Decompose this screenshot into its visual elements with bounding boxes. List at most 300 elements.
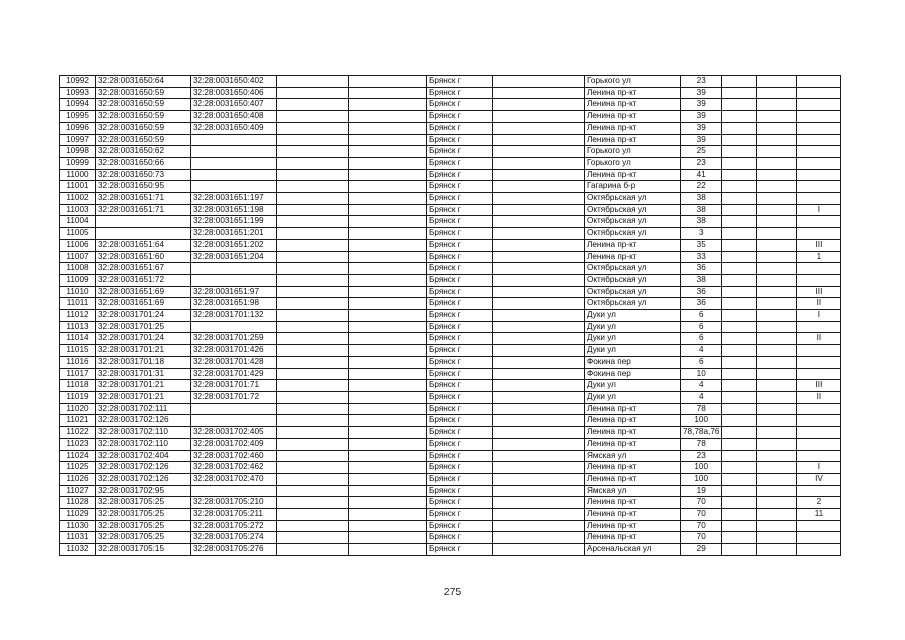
table-cell bbox=[757, 228, 797, 240]
table-cell bbox=[277, 251, 349, 263]
table-cell: 32:28:0031650:62 bbox=[96, 146, 191, 158]
registry-table bbox=[59, 75, 841, 556]
table-row bbox=[60, 333, 841, 345]
table-cell bbox=[349, 333, 427, 345]
table-cell bbox=[349, 99, 427, 111]
table-cell bbox=[349, 391, 427, 403]
table-cell: Брянск г bbox=[427, 169, 493, 181]
table-cell: 32:28:0031651:60 bbox=[96, 251, 191, 263]
table-cell bbox=[277, 473, 349, 485]
table-cell: 32:28:0031705:210 bbox=[191, 497, 277, 509]
table-cell: 39 bbox=[681, 111, 722, 123]
table-cell: 32:28:0031705:25 bbox=[96, 509, 191, 521]
table-cell bbox=[722, 497, 757, 509]
table-cell: Октябрьская ул bbox=[585, 193, 681, 205]
table-cell bbox=[797, 427, 841, 439]
table-cell bbox=[277, 368, 349, 380]
table-cell: 35 bbox=[681, 239, 722, 251]
table-cell bbox=[493, 532, 585, 544]
table-cell: 19 bbox=[681, 485, 722, 497]
table-cell: 1 bbox=[797, 251, 841, 263]
table-cell bbox=[493, 76, 585, 88]
table-cell: Октябрьская ул bbox=[585, 274, 681, 286]
table-cell bbox=[493, 333, 585, 345]
table-cell: Брянск г bbox=[427, 473, 493, 485]
table-cell: 32:28:0031650:73 bbox=[96, 169, 191, 181]
table-row bbox=[60, 157, 841, 169]
table-cell bbox=[757, 76, 797, 88]
table-cell: 11013 bbox=[60, 321, 96, 333]
table-cell: 32:28:0031650:59 bbox=[96, 122, 191, 134]
table-cell: 11002 bbox=[60, 193, 96, 205]
table-cell bbox=[493, 450, 585, 462]
table-cell bbox=[493, 204, 585, 216]
table-cell: 11017 bbox=[60, 368, 96, 380]
table-cell: Ленина пр-кт bbox=[585, 239, 681, 251]
table-row bbox=[60, 122, 841, 134]
table-row bbox=[60, 228, 841, 240]
table-cell: 11011 bbox=[60, 298, 96, 310]
table-row bbox=[60, 239, 841, 251]
table-cell: II bbox=[797, 298, 841, 310]
table-cell bbox=[722, 263, 757, 275]
table-cell: 10992 bbox=[60, 76, 96, 88]
table-cell bbox=[493, 473, 585, 485]
table-cell: 78 bbox=[681, 438, 722, 450]
table-cell bbox=[757, 310, 797, 322]
table-cell bbox=[722, 438, 757, 450]
table-cell bbox=[797, 216, 841, 228]
table-cell bbox=[96, 228, 191, 240]
table-cell: Дуки ул bbox=[585, 380, 681, 392]
table-cell: 3 bbox=[681, 228, 722, 240]
table-cell bbox=[757, 544, 797, 556]
table-cell: Ленина пр-кт bbox=[585, 111, 681, 123]
table-row bbox=[60, 216, 841, 228]
table-cell bbox=[277, 485, 349, 497]
table-cell: 11029 bbox=[60, 509, 96, 521]
table-row bbox=[60, 438, 841, 450]
table-cell: Октябрьская ул bbox=[585, 216, 681, 228]
table-cell bbox=[493, 298, 585, 310]
table-cell bbox=[757, 122, 797, 134]
table-row bbox=[60, 345, 841, 357]
table-cell: 32:28:0031705:25 bbox=[96, 520, 191, 532]
table-cell bbox=[349, 532, 427, 544]
table-cell bbox=[277, 76, 349, 88]
table-cell bbox=[349, 216, 427, 228]
table-cell bbox=[797, 134, 841, 146]
table-cell: 100 bbox=[681, 415, 722, 427]
table-cell: Ленина пр-кт bbox=[585, 415, 681, 427]
table-cell bbox=[722, 356, 757, 368]
table-cell bbox=[722, 169, 757, 181]
table-cell: 32:28:0031701:429 bbox=[191, 368, 277, 380]
table-cell: 10993 bbox=[60, 87, 96, 99]
table-cell: Брянск г bbox=[427, 520, 493, 532]
table-cell: Ленина пр-кт bbox=[585, 520, 681, 532]
table-cell: 36 bbox=[681, 286, 722, 298]
table-cell bbox=[191, 274, 277, 286]
table-row bbox=[60, 450, 841, 462]
table-cell bbox=[349, 193, 427, 205]
table-cell bbox=[757, 286, 797, 298]
table-cell: 11000 bbox=[60, 169, 96, 181]
table-cell: 32:28:0031705:25 bbox=[96, 497, 191, 509]
table-row bbox=[60, 427, 841, 439]
table-cell bbox=[277, 509, 349, 521]
table-cell: 78 bbox=[681, 403, 722, 415]
table-cell bbox=[797, 544, 841, 556]
table-cell bbox=[722, 134, 757, 146]
table-cell bbox=[722, 298, 757, 310]
table-cell: 70 bbox=[681, 532, 722, 544]
table-cell: Брянск г bbox=[427, 239, 493, 251]
table-cell: Дуки ул bbox=[585, 391, 681, 403]
table-cell: Брянск г bbox=[427, 286, 493, 298]
table-row bbox=[60, 509, 841, 521]
table-cell: 10997 bbox=[60, 134, 96, 146]
table-cell: Ленина пр-кт bbox=[585, 99, 681, 111]
table-cell bbox=[277, 157, 349, 169]
table-cell: 32:28:0031701:259 bbox=[191, 333, 277, 345]
table-cell bbox=[757, 520, 797, 532]
table-cell: Брянск г bbox=[427, 204, 493, 216]
table-cell bbox=[757, 111, 797, 123]
table-cell bbox=[277, 193, 349, 205]
table-cell bbox=[349, 286, 427, 298]
table-cell bbox=[797, 169, 841, 181]
table-cell: 11007 bbox=[60, 251, 96, 263]
table-cell bbox=[277, 310, 349, 322]
table-cell bbox=[722, 157, 757, 169]
table-cell bbox=[757, 473, 797, 485]
table-cell bbox=[757, 251, 797, 263]
table-cell: Горького ул bbox=[585, 76, 681, 88]
table-cell bbox=[493, 146, 585, 158]
table-cell bbox=[757, 438, 797, 450]
table-row bbox=[60, 76, 841, 88]
table-cell: Брянск г bbox=[427, 380, 493, 392]
table-cell bbox=[349, 356, 427, 368]
table-cell bbox=[277, 415, 349, 427]
table-cell bbox=[349, 473, 427, 485]
table-cell: Брянск г bbox=[427, 216, 493, 228]
table-cell: 32:28:0031702:409 bbox=[191, 438, 277, 450]
table-cell: Ленина пр-кт bbox=[585, 509, 681, 521]
table-cell bbox=[493, 228, 585, 240]
table-cell bbox=[757, 157, 797, 169]
table-cell bbox=[349, 76, 427, 88]
table-cell: 11027 bbox=[60, 485, 96, 497]
table-row bbox=[60, 87, 841, 99]
table-cell: 32:28:0031702:95 bbox=[96, 485, 191, 497]
table-cell: 32:28:0031701:132 bbox=[191, 310, 277, 322]
table-cell bbox=[277, 87, 349, 99]
table-cell: 39 bbox=[681, 122, 722, 134]
table-cell: Брянск г bbox=[427, 87, 493, 99]
table-cell: 11028 bbox=[60, 497, 96, 509]
table-cell bbox=[277, 497, 349, 509]
table-cell bbox=[797, 403, 841, 415]
table-cell bbox=[493, 134, 585, 146]
table-cell bbox=[277, 169, 349, 181]
table-cell: Ленина пр-кт bbox=[585, 427, 681, 439]
table-row bbox=[60, 181, 841, 193]
table-cell: 100 bbox=[681, 462, 722, 474]
table-row bbox=[60, 286, 841, 298]
table-cell bbox=[349, 427, 427, 439]
table-cell: Горького ул bbox=[585, 146, 681, 158]
table-cell bbox=[797, 438, 841, 450]
table-cell: 22 bbox=[681, 181, 722, 193]
table-cell bbox=[349, 87, 427, 99]
table-cell: Брянск г bbox=[427, 122, 493, 134]
table-cell: Брянск г bbox=[427, 438, 493, 450]
table-cell bbox=[722, 310, 757, 322]
table-cell: 32:28:0031702:404 bbox=[96, 450, 191, 462]
table-cell bbox=[722, 286, 757, 298]
table-cell: Брянск г bbox=[427, 263, 493, 275]
table-cell: Брянск г bbox=[427, 462, 493, 474]
table-cell: 6 bbox=[681, 356, 722, 368]
table-cell: 23 bbox=[681, 450, 722, 462]
table-cell: I bbox=[797, 462, 841, 474]
table-cell: Брянск г bbox=[427, 403, 493, 415]
table-cell: 39 bbox=[681, 87, 722, 99]
table-cell bbox=[757, 356, 797, 368]
table-cell: 11026 bbox=[60, 473, 96, 485]
table-row bbox=[60, 134, 841, 146]
table-cell bbox=[493, 403, 585, 415]
table-cell bbox=[797, 368, 841, 380]
table-cell: 11012 bbox=[60, 310, 96, 322]
table-cell: 11031 bbox=[60, 532, 96, 544]
table-row bbox=[60, 520, 841, 532]
table-cell: 38 bbox=[681, 193, 722, 205]
table-cell bbox=[493, 87, 585, 99]
table-cell: 32:28:0031702:462 bbox=[191, 462, 277, 474]
table-cell bbox=[277, 274, 349, 286]
table-cell: 32:28:0031651:67 bbox=[96, 263, 191, 275]
table-cell: 11006 bbox=[60, 239, 96, 251]
table-cell bbox=[493, 438, 585, 450]
table-cell bbox=[349, 368, 427, 380]
table-cell: 11 bbox=[797, 509, 841, 521]
table-cell: 10 bbox=[681, 368, 722, 380]
table-cell bbox=[722, 111, 757, 123]
table-row bbox=[60, 380, 841, 392]
table-cell: 32:28:0031702:126 bbox=[96, 462, 191, 474]
table-cell bbox=[722, 99, 757, 111]
table-cell bbox=[493, 286, 585, 298]
table-cell bbox=[349, 134, 427, 146]
table-cell bbox=[349, 251, 427, 263]
table-cell bbox=[349, 181, 427, 193]
table-cell bbox=[277, 544, 349, 556]
table-row bbox=[60, 146, 841, 158]
table-cell bbox=[722, 485, 757, 497]
table-cell bbox=[191, 321, 277, 333]
table-cell bbox=[191, 403, 277, 415]
table-cell bbox=[493, 111, 585, 123]
table-cell bbox=[493, 251, 585, 263]
table-row bbox=[60, 544, 841, 556]
table-cell: Ленина пр-кт bbox=[585, 87, 681, 99]
table-cell bbox=[722, 204, 757, 216]
table-cell: 11014 bbox=[60, 333, 96, 345]
table-cell bbox=[722, 76, 757, 88]
table-cell bbox=[493, 427, 585, 439]
table-cell bbox=[757, 485, 797, 497]
table-cell: Октябрьская ул bbox=[585, 204, 681, 216]
table-cell: 32:28:0031701:24 bbox=[96, 310, 191, 322]
table-cell: 25 bbox=[681, 146, 722, 158]
table-cell: Дуки ул bbox=[585, 310, 681, 322]
table-cell: Брянск г bbox=[427, 450, 493, 462]
table-cell bbox=[797, 181, 841, 193]
table-cell: 32:28:0031651:69 bbox=[96, 286, 191, 298]
table-cell bbox=[757, 204, 797, 216]
table-cell bbox=[757, 403, 797, 415]
table-cell bbox=[277, 204, 349, 216]
table-cell: 32:28:0031701:21 bbox=[96, 380, 191, 392]
table-cell bbox=[277, 228, 349, 240]
table-cell bbox=[797, 263, 841, 275]
table-cell bbox=[757, 274, 797, 286]
table-cell: 33 bbox=[681, 251, 722, 263]
table-cell bbox=[349, 345, 427, 357]
table-cell bbox=[349, 415, 427, 427]
table-cell bbox=[722, 532, 757, 544]
table-cell bbox=[349, 228, 427, 240]
table-cell bbox=[349, 204, 427, 216]
table-cell bbox=[722, 380, 757, 392]
registry-body bbox=[60, 76, 841, 556]
table-cell: 10995 bbox=[60, 111, 96, 123]
table-cell bbox=[277, 345, 349, 357]
table-cell bbox=[493, 544, 585, 556]
table-cell: 70 bbox=[681, 509, 722, 521]
table-cell: Октябрьская ул bbox=[585, 298, 681, 310]
table-cell bbox=[722, 345, 757, 357]
table-cell bbox=[349, 497, 427, 509]
table-cell: 32:28:0031701:71 bbox=[191, 380, 277, 392]
table-cell: 32:28:0031650:59 bbox=[96, 134, 191, 146]
table-cell: 11025 bbox=[60, 462, 96, 474]
table-cell bbox=[493, 462, 585, 474]
table-cell bbox=[757, 216, 797, 228]
table-row bbox=[60, 169, 841, 181]
table-cell: I bbox=[797, 204, 841, 216]
table-cell: II bbox=[797, 391, 841, 403]
table-cell: 32:28:0031651:204 bbox=[191, 251, 277, 263]
table-cell: 32:28:0031651:72 bbox=[96, 274, 191, 286]
table-cell bbox=[493, 122, 585, 134]
table-cell bbox=[722, 181, 757, 193]
table-cell: 32:28:0031702:110 bbox=[96, 438, 191, 450]
table-cell bbox=[722, 216, 757, 228]
table-cell bbox=[349, 122, 427, 134]
table-cell: 32:28:0031650:66 bbox=[96, 157, 191, 169]
table-cell: Октябрьская ул bbox=[585, 228, 681, 240]
table-cell bbox=[722, 274, 757, 286]
table-cell bbox=[797, 321, 841, 333]
table-cell: 4 bbox=[681, 380, 722, 392]
table-cell: 32:28:0031651:98 bbox=[191, 298, 277, 310]
table-cell bbox=[757, 99, 797, 111]
table-cell bbox=[277, 263, 349, 275]
table-cell bbox=[349, 438, 427, 450]
table-cell bbox=[493, 263, 585, 275]
table-cell: 32:28:0031701:18 bbox=[96, 356, 191, 368]
table-cell bbox=[493, 345, 585, 357]
table-cell: Брянск г bbox=[427, 345, 493, 357]
table-cell bbox=[757, 321, 797, 333]
table-cell: 32:28:0031702:111 bbox=[96, 403, 191, 415]
table-row bbox=[60, 485, 841, 497]
table-cell bbox=[797, 532, 841, 544]
table-cell bbox=[722, 520, 757, 532]
table-cell: 32:28:0031701:21 bbox=[96, 345, 191, 357]
table-cell: Дуки ул bbox=[585, 333, 681, 345]
table-cell bbox=[757, 263, 797, 275]
table-cell bbox=[277, 134, 349, 146]
table-cell: 32:28:0031651:202 bbox=[191, 239, 277, 251]
table-cell bbox=[191, 263, 277, 275]
table-cell bbox=[722, 415, 757, 427]
table-cell: 11004 bbox=[60, 216, 96, 228]
table-cell bbox=[722, 122, 757, 134]
table-cell bbox=[493, 497, 585, 509]
table-cell: Гагарина б-р bbox=[585, 181, 681, 193]
table-cell: 10996 bbox=[60, 122, 96, 134]
table-cell: 6 bbox=[681, 333, 722, 345]
table-cell bbox=[191, 181, 277, 193]
table-cell bbox=[493, 157, 585, 169]
table-cell bbox=[757, 298, 797, 310]
table-row bbox=[60, 356, 841, 368]
table-cell: 11019 bbox=[60, 391, 96, 403]
table-cell bbox=[493, 356, 585, 368]
table-row bbox=[60, 532, 841, 544]
table-cell bbox=[722, 368, 757, 380]
table-cell bbox=[757, 532, 797, 544]
table-cell: Дуки ул bbox=[585, 345, 681, 357]
table-cell: Брянск г bbox=[427, 333, 493, 345]
table-cell: Ленина пр-кт bbox=[585, 438, 681, 450]
table-cell: 23 bbox=[681, 157, 722, 169]
table-cell: Брянск г bbox=[427, 111, 493, 123]
table-cell: Брянск г bbox=[427, 310, 493, 322]
table-cell: Ленина пр-кт bbox=[585, 473, 681, 485]
table-cell bbox=[349, 403, 427, 415]
table-cell: Брянск г bbox=[427, 427, 493, 439]
table-cell bbox=[797, 193, 841, 205]
table-cell: 38 bbox=[681, 204, 722, 216]
table-cell bbox=[349, 274, 427, 286]
table-cell bbox=[757, 239, 797, 251]
table-cell: Брянск г bbox=[427, 532, 493, 544]
table-cell: 10999 bbox=[60, 157, 96, 169]
table-cell bbox=[722, 391, 757, 403]
table-row bbox=[60, 298, 841, 310]
table-cell bbox=[757, 87, 797, 99]
table-cell: 32:28:0031650:64 bbox=[96, 76, 191, 88]
table-cell: Арсенальская ул bbox=[585, 544, 681, 556]
table-cell bbox=[191, 169, 277, 181]
table-cell: 11009 bbox=[60, 274, 96, 286]
